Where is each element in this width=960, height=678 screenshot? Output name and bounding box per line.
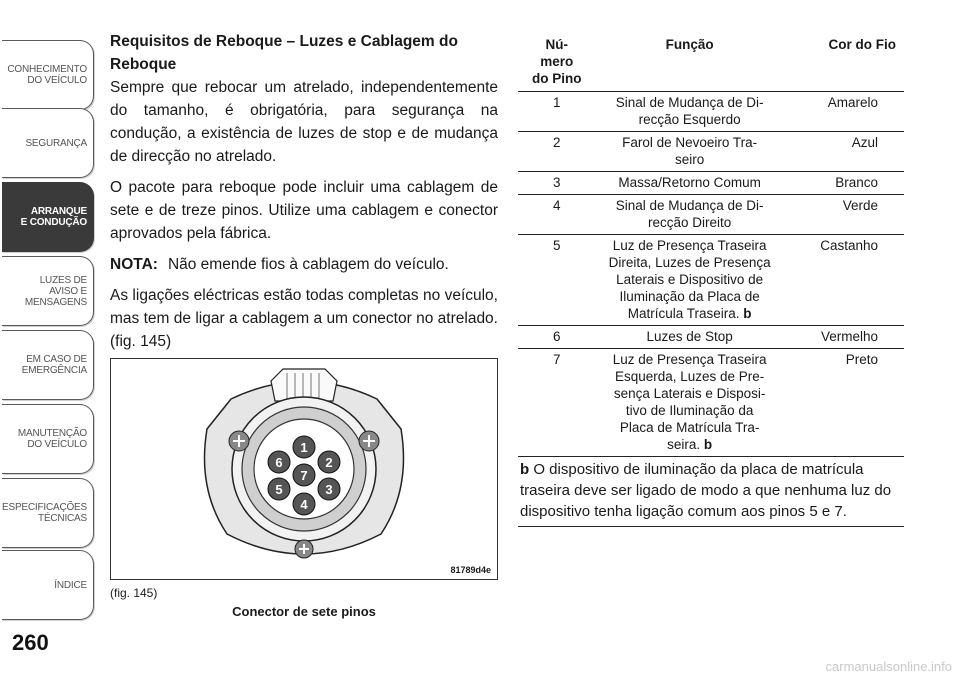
paragraph-2: O pacote para reboque pode incluir uma cablagem de sete e de treze pinos. Utilize uma cablagem e conector aprovados pela fábrica. [110,179,498,242]
connector-latch [271,369,337,401]
pin-3 [318,478,340,500]
pin-function: Sinal de Mudança de Di- recção Direito [596,195,784,235]
wire-color: Castanho [784,235,904,326]
tab-label: ARRANQUE E CONDUÇÃO [20,206,87,228]
wire-color: Verde [784,195,904,235]
tab-conhecimento-do-veiculo[interactable] [2,40,94,110]
pin-5 [268,478,290,500]
paragraph-1: Sempre que rebocar um atrelado, independentemente do tamanho, é obrigatória, para segurança na condução, a existência de luzes de stop e de mudança de direcção no atrelado. [110,79,498,165]
pin-function: Sinal de Mudança de Di- recção Esquerdo [596,92,784,132]
screw-right-icon [359,431,379,451]
tab-indice[interactable] [2,550,94,620]
pin-1 [293,436,315,458]
tab-luzes-de-aviso[interactable] [2,256,94,326]
pin-function: Farol de Nevoeiro Tra- seiro [596,132,784,172]
pin-number: 3 [518,172,596,195]
svg-text:1: 1 [300,440,308,455]
tab-seguranca[interactable] [2,108,94,178]
svg-text:5: 5 [275,482,283,497]
seven-pin-connector-illustration [111,359,497,579]
pin-number: 7 [518,349,596,457]
note [110,253,498,276]
pin-4 [293,493,315,515]
table-footnote [518,457,904,527]
wire-color: Branco [784,172,904,195]
wire-color: Amarelo [784,92,904,132]
pin-number: 2 [518,132,596,172]
tab-em-caso-de-emergencia[interactable] [2,330,94,400]
pin-number: 6 [518,326,596,349]
wire-color: Azul [784,132,904,172]
footnote-marker: b [520,461,530,478]
tab-label: ÍNDICE [54,579,87,591]
tab-especificacoes-tecnicas[interactable] [2,478,94,548]
figure-caption: Conector de sete pinos [232,604,376,619]
footnote-marker: b [743,306,752,321]
watermark: carmanualsonline.info [825,659,952,674]
connector-figure [110,358,498,580]
svg-text:2: 2 [325,455,333,470]
pin-number: 5 [518,235,596,326]
svg-text:6: 6 [275,455,283,470]
table-row [518,326,904,349]
pin-2 [318,451,340,473]
tab-label: LUZES DE AVISO E MENSAGENS [24,274,87,308]
table-row [518,92,904,132]
screw-bottom-icon [295,540,313,558]
figure-reference: (fig. 145) [110,586,158,600]
tab-label: EM CASO DE EMERGÊNCIA [21,354,87,376]
tab-label: ESPECIFICAÇÕES TÉCNICAS [2,502,87,524]
table-row [518,349,904,457]
note-text: Não emende fios à cablagem do veículo. [167,256,449,273]
pin-7 [293,464,315,486]
header-color: Cor do Fio [784,34,904,92]
svg-text:3: 3 [325,482,333,497]
tab-label: MANUTENÇÃO DO VEÍCULO [17,428,87,450]
paragraph-3: As ligações eléctricas estão todas completas no veículo, mas tem de ligar a cablagem a um conector no atrelado. (fig. 145) [110,287,498,350]
header-function: Função [596,34,784,92]
tab-manutencao-do-veiculo[interactable] [2,404,94,474]
pin-function: Luz de Presença Traseira Esquerda, Luzes de Pre- sença Laterais e Disposi- tivo de Iluminação da Placa de Matrícula Tra- seira. b [596,349,784,457]
footnote-marker: b [703,437,713,452]
tab-arranque-e-conducao[interactable] [2,182,94,252]
page-number: 260 [12,630,49,655]
wire-color: Preto [784,349,904,457]
pin-table [518,34,904,527]
table-header-row [518,34,904,92]
table-row [518,132,904,172]
table-row [518,235,904,326]
figure-code: 81789d4e [450,565,491,575]
footnote-text: O dispositivo de iluminação da placa de matrícula traseira deve ser ligado de modo a que nenhuma luz do dispositivo tenha ligação comum aos pinos 5 e 7. [520,461,892,520]
screw-left-icon [229,431,249,451]
pin-number: 1 [518,92,596,132]
body-text [110,30,498,361]
table-row [518,172,904,195]
wire-color: Vermelho [784,326,904,349]
section-heading: Requisitos de Reboque – Luzes e Cablagem do Reboque [110,33,458,73]
tab-label: CONHECIMENTO DO VEÍCULO [7,64,87,86]
note-label: NOTA: [110,256,158,273]
tab-label: SEGURANÇA [25,137,87,149]
header-pin: Nú- mero do Pino [518,34,596,92]
svg-text:7: 7 [300,468,308,483]
pin-function: Luz de Presença Traseira Direita, Luzes de Presença Laterais e Dispositivo de Iluminação da Placa de Matrícula Traseira. b [596,235,784,326]
pin-number: 4 [518,195,596,235]
pin-function: Massa/Retorno Comum [596,172,784,195]
table-row [518,195,904,235]
pin-6 [268,451,290,473]
chapter-nav [0,0,98,678]
svg-text:4: 4 [300,497,308,512]
pin-function: Luzes de Stop [596,326,784,349]
